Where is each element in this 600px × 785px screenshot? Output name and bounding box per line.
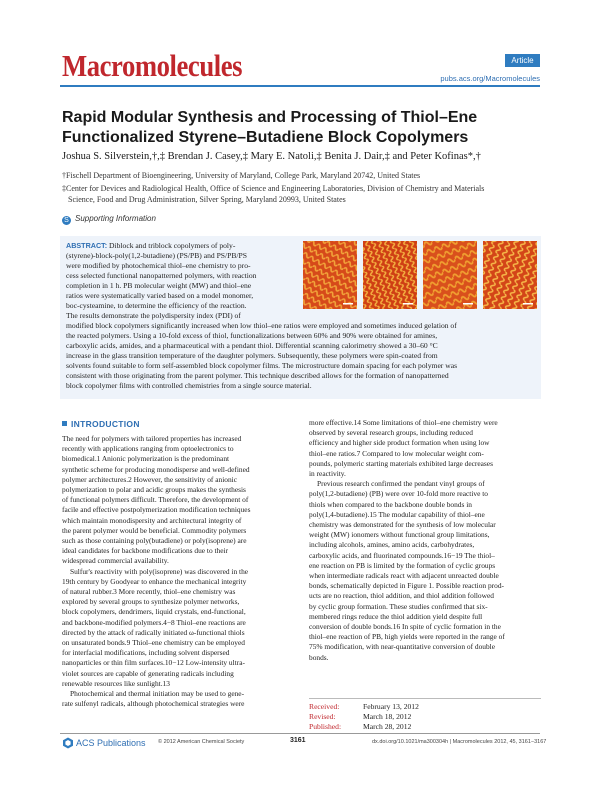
affiliation-2-cont: Science, Food and Drug Administration, Silver Spring, Maryland 20993, United States [68, 195, 346, 204]
body-line: which maintain monodispersity and architectural integrity of [62, 515, 242, 525]
body-line: of functional polymers difficult. Therefore, the development of [62, 495, 249, 505]
body-line: renewable resources like sunlight.13 [62, 678, 170, 688]
section-heading [62, 419, 140, 429]
abstract-line: (styrene)-block-poly(1,2-butadiene) (PS/PB) and PS/PB/PS [66, 251, 247, 260]
section-bullet-icon [62, 421, 67, 426]
body-line: conversion of double bonds.16 In spite of cyclic formation in the [309, 622, 501, 631]
body-line: nanoparticles or thin film surfaces.10−12 Low-intensity ultra- [62, 658, 245, 668]
body-line: block copolymers, dendrimers, liquid crystals, end-functional, [62, 607, 246, 617]
body-line: thiols when compared to the backbone double bonds in [309, 499, 472, 509]
body-line: of natural rubber.3 More recently, thiol–ene chemistry was [62, 587, 236, 596]
body-line: violet sources are capable of generating radicals including [62, 668, 234, 678]
article-type-tag: Article [505, 54, 540, 67]
abstract-line: consistent with those originating from the parent polymer. This technique described allows for the formation of nanopatterned [66, 371, 449, 380]
body-line: explored by several groups to synthesize polymer networks, [62, 597, 240, 607]
abstract-line: solvents found suitable to form self-assembled block copolymer films. The microstructure domain spacing for each polymer was [66, 361, 458, 370]
body-line: The need for polymers with tailored properties has increased [62, 434, 242, 443]
body-line: rate sulfenyl radicals, although photochemical strategies were [62, 699, 245, 709]
body-line: Sulfur's reactivity with poly(isoprene) was discovered in the [70, 566, 249, 576]
body-line: ucts are no reaction, thiol addition, and thiol addition followed [309, 591, 494, 601]
afm-micrograph-4 [483, 241, 537, 309]
supporting-info-icon: S [62, 216, 71, 225]
body-line: for interfacial modifications, including solvent dispersed [62, 648, 230, 658]
body-line: including alcohols, amines, amino acids, carbohydrates, [309, 540, 475, 550]
body-line: more effective.14 Some limitations of thiol–ene chemistry were [309, 418, 498, 427]
affiliation-1: †Fischell Department of Bioengineering, University of Maryland, College Park, Maryland 20742, United States [62, 171, 421, 180]
body-line: polymerization to polar and acidic groups makes the synthesis [62, 485, 246, 494]
abstract-line: were modified by photochemical thiol–ene chemistry to pro- [66, 261, 251, 270]
body-line: biomedical.1 Anionic polymerization is the predominant [62, 454, 230, 464]
date-published: Published: March 28, 2012 [309, 722, 412, 731]
abstract-line: completion in 1 h. PB molecular weight (MW) and thiol–ene [66, 281, 252, 290]
abstract-line: boc-cysteamine, to determine the efficiency of the reaction. [66, 301, 247, 310]
body-line: ideal candidates for backbone modifications due to their [62, 546, 229, 556]
body-line: and backbone-modified polymers.4−8 Thiol–ene reactions are [62, 617, 246, 627]
body-line: thiol–ene ratios.7 Compared to low molecular weight com- [309, 448, 484, 458]
header-rule [60, 85, 540, 87]
journal-logo: Macromolecules [62, 48, 243, 83]
abstract-line: block copolymer films with controlled chemistries from a single source material. [66, 381, 312, 390]
body-line: Previous research confirmed the pendant vinyl groups of [317, 479, 485, 489]
body-line: facile and effective postpolymerization modification techniques [62, 505, 251, 515]
abstract-line: ratios were systematically varied based on a model monomer, [66, 291, 254, 300]
abstract-label: ABSTRACT: [66, 241, 108, 250]
body-line: carboxylic acids, and fluorinated compounds.16−19 The thiol– [309, 550, 495, 560]
acs-publications-label: ACS Publications [76, 738, 146, 748]
body-line: poly(1,4-butadiene).15 The modular capability of thiol–ene [309, 509, 485, 519]
page-number: 3161 [290, 737, 306, 744]
body-line: thiol–ene reaction of PB, high yields were reported in the range of [309, 632, 505, 642]
section-heading-text: INTRODUCTION [71, 419, 140, 429]
body-line: by cyclic group formation. These studies confirmed that six- [309, 601, 488, 611]
footer-rule [60, 733, 540, 734]
author-list: Joshua S. Silverstein,†,‡ Brendan J. Casey,‡ Mary E. Natoli,‡ Benita J. Dair,‡ and Peter Kofinas*,† [62, 151, 481, 162]
body-line: bonds, schematically depicted in Figure 1. Possible reaction prod- [309, 581, 504, 591]
body-line: polymer architectures.2 However, the sensitivity of anionic [62, 474, 237, 484]
copyright-notice: © 2012 American Chemical Society [158, 739, 245, 745]
body-line: in reactivity. [309, 469, 346, 478]
abstract-line: cess selected functional nanopatterned polymers, with reaction [66, 271, 257, 280]
body-line: recently with applications ranging from optoelectronics to [62, 444, 234, 454]
body-line: weight (MW) ionomers without functional group limitations, [309, 530, 490, 540]
date-revised: Revised: March 18, 2012 [309, 712, 412, 721]
abstract-line: the reacted polymers. Using a 10-fold excess of thiol, functionalizations between 60% and 90% were obtained for amines, [66, 331, 438, 340]
acs-hexagon-icon [62, 737, 74, 749]
afm-micrograph-2 [363, 241, 417, 309]
body-line: directed by the attack of radically initiated ω-functional thiols [62, 627, 245, 637]
date-received: Received: February 13, 2012 [309, 702, 419, 711]
abstract-line: carboxylic acids, amides, and a pharmaceutical with a pendant thiol. Differential scanning calorimetry showed a 30–60 °C [66, 341, 438, 350]
article-title: Rapid Modular Synthesis and Processing of Thiol–Ene Functionalized Styrene–Butadiene Block Copolymers [62, 109, 478, 146]
body-line: chemistry was demonstrated for the synthesis of low molecular [309, 520, 496, 529]
body-line: poly(1,2-butadiene) (PB) were over 10-fold more reactive to [309, 489, 488, 499]
body-line: widespread commercial availability. [62, 556, 169, 566]
body-line: efficiency and higher side product formation when using low [309, 438, 490, 448]
afm-micrograph-1 [303, 241, 357, 309]
abstract-line: The results demonstrate the polydispersity index (PDI) of [66, 311, 241, 320]
body-line: 75% modification, with near-quantitative conversion of double [309, 642, 496, 652]
body-line: such as those containing poly(butadiene) or poly(isoprene) are [62, 536, 247, 545]
body-line: membered rings reduce the thiol addition yield despite full [309, 611, 483, 621]
journal-url-link[interactable]: pubs.acs.org/Macromolecules [440, 74, 540, 83]
afm-micrograph-3 [423, 241, 477, 309]
supporting-info-label: Supporting Information [75, 214, 156, 223]
abstract-line: modified block copolymers significantly increased when low thiol–ene ratios were employed and sometimes induced gelation of [66, 321, 457, 330]
body-line: Photochemical and thermal initiation may be used to gene- [70, 689, 245, 698]
acs-publications-logo[interactable] [62, 737, 146, 749]
body-line: ene reaction on PB is limited by the formation of cyclic groups [309, 560, 496, 570]
body-line: pounds, polymeric starting materials exhibited large decreases [309, 458, 493, 468]
body-line: on unsaturated bonds.9 Thiol–ene chemistry can be employed [62, 638, 245, 647]
body-line: synthetic scheme for producing monodisperse and well-defined [62, 464, 250, 474]
body-line: 19th century by Goodyear to enhance the mechanical integrity [62, 576, 247, 586]
article-dates [309, 698, 541, 732]
body-line: the parent polymer would be beneficial. Commodity polymers [62, 525, 247, 535]
body-line: observed by several research groups, including reduced [309, 428, 473, 438]
abstract-line: increase in the glass transition temperature of the daughter polymers. Subsequently, these polymers were spin-coated from [66, 351, 438, 360]
supporting-info-link[interactable] [62, 214, 156, 225]
abstract-box [60, 236, 541, 399]
abstract-line: ABSTRACT: Diblock and triblock copolymers of poly- [66, 241, 236, 250]
body-line: when intermediate radicals react with adjacent unreacted double [309, 571, 499, 580]
affiliation-2: ‡Center for Devices and Radiological Health, Office of Science and Engineering Laboratories, Division of Chemistry and Materials [62, 184, 485, 193]
body-line: bonds. [309, 652, 329, 662]
doi-citation[interactable]: dx.doi.org/10.1021/ma300304h | Macromolecules 2012, 45, 3161−3167 [372, 739, 547, 745]
